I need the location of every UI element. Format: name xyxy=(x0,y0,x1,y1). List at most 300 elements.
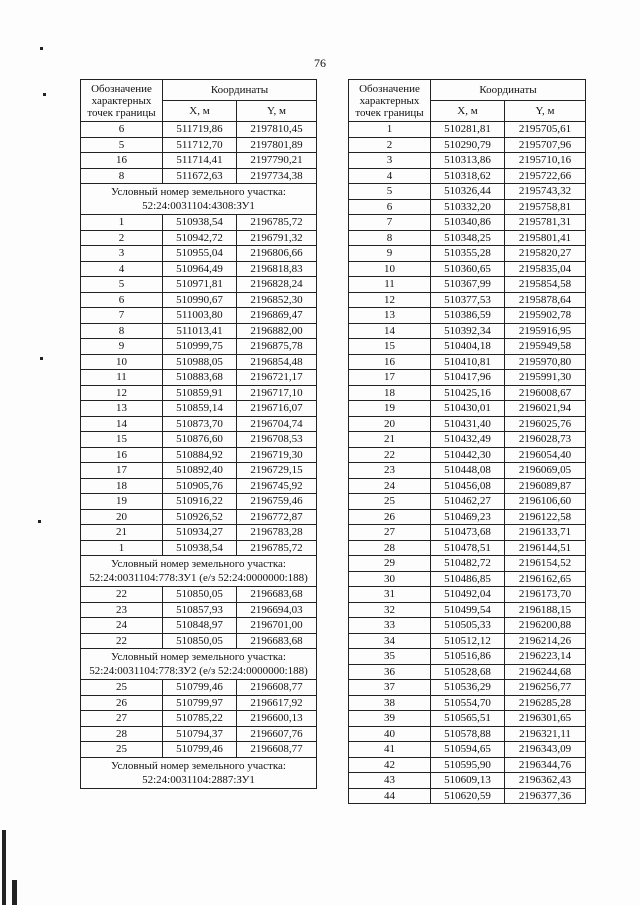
y-coordinate-cell: 2195902,78 xyxy=(505,308,586,324)
point-id-cell: 24 xyxy=(81,618,163,634)
x-coordinate-cell: 510799,46 xyxy=(163,742,237,758)
x-coordinate-cell: 510942,72 xyxy=(163,230,237,246)
coordinate-row xyxy=(81,215,317,231)
x-coordinate-cell: 510431,40 xyxy=(431,416,505,432)
y-coordinate-cell: 2196054,40 xyxy=(505,447,586,463)
y-coordinate-cell: 2196188,15 xyxy=(505,602,586,618)
coordinate-row xyxy=(81,742,317,758)
y-coordinate-cell: 2196617,92 xyxy=(237,695,317,711)
y-coordinate-cell: 2196223,14 xyxy=(505,649,586,665)
x-coordinate-cell: 510850,05 xyxy=(163,587,237,603)
coordinate-row xyxy=(81,525,317,541)
scan-mark xyxy=(40,47,43,50)
point-id-cell: 35 xyxy=(349,649,431,665)
parcel-number-label: Условный номер земельного участка: 52:24:0031104:2887:ЗУ1 xyxy=(81,757,317,788)
y-coordinate-cell: 2196717,10 xyxy=(237,385,317,401)
point-id-cell: 24 xyxy=(349,478,431,494)
point-id-cell: 7 xyxy=(81,308,163,324)
coordinate-row xyxy=(81,447,317,463)
x-coordinate-cell: 511003,80 xyxy=(163,308,237,324)
x-coordinate-cell: 510857,93 xyxy=(163,602,237,618)
point-id-cell: 11 xyxy=(81,370,163,386)
coordinate-row xyxy=(349,432,586,448)
point-id-cell: 30 xyxy=(349,571,431,587)
point-id-cell: 36 xyxy=(349,664,431,680)
x-coordinate-cell: 510620,59 xyxy=(431,788,505,804)
coordinate-row xyxy=(349,540,586,556)
y-coordinate-cell: 2195801,41 xyxy=(505,230,586,246)
point-id-cell: 12 xyxy=(81,385,163,401)
coordinate-row xyxy=(81,509,317,525)
coordinate-row xyxy=(81,401,317,417)
x-coordinate-cell: 510290,79 xyxy=(431,137,505,153)
point-id-cell: 21 xyxy=(349,432,431,448)
y-coordinate-cell: 2196745,92 xyxy=(237,478,317,494)
point-id-cell: 25 xyxy=(81,742,163,758)
coordinate-row xyxy=(349,757,586,773)
y-coordinate-cell: 2196377,36 xyxy=(505,788,586,804)
point-id-cell: 19 xyxy=(81,494,163,510)
y-coordinate-cell: 2196772,87 xyxy=(237,509,317,525)
y-coordinate-cell: 2195854,58 xyxy=(505,277,586,293)
coordinate-row xyxy=(349,230,586,246)
y-coordinate-cell: 2196806,66 xyxy=(237,246,317,262)
y-coordinate-cell: 2196721,17 xyxy=(237,370,317,386)
x-coordinate-cell: 510425,16 xyxy=(431,385,505,401)
point-id-cell: 25 xyxy=(349,494,431,510)
point-id-cell: 10 xyxy=(81,354,163,370)
parcel-number-label: Условный номер земельного участка: 52:24:0031104:4308:ЗУ1 xyxy=(81,184,317,215)
coordinate-row xyxy=(349,726,586,742)
point-id-cell: 14 xyxy=(349,323,431,339)
point-id-cell: 23 xyxy=(349,463,431,479)
x-coordinate-cell: 510955,04 xyxy=(163,246,237,262)
point-id-cell: 6 xyxy=(81,122,163,138)
coordinate-row xyxy=(349,602,586,618)
x-coordinate-cell: 510318,62 xyxy=(431,168,505,184)
y-coordinate-cell: 2196162,65 xyxy=(505,571,586,587)
coordinate-row xyxy=(349,788,586,804)
point-id-cell: 28 xyxy=(349,540,431,556)
coordinate-row xyxy=(349,571,586,587)
parcel-section-row xyxy=(81,184,317,215)
coordinate-row xyxy=(349,292,586,308)
coordinate-row xyxy=(81,292,317,308)
point-id-cell: 26 xyxy=(81,695,163,711)
coordinate-row xyxy=(349,494,586,510)
y-coordinate-cell: 2196607,76 xyxy=(237,726,317,742)
x-coordinate-cell: 510859,91 xyxy=(163,385,237,401)
coordinate-row xyxy=(81,726,317,742)
x-coordinate-cell: 510516,86 xyxy=(431,649,505,665)
x-coordinate-cell: 510916,22 xyxy=(163,494,237,510)
x-coordinate-cell: 511672,63 xyxy=(163,168,237,184)
x-coordinate-cell: 510486,85 xyxy=(431,571,505,587)
x-coordinate-cell: 510469,23 xyxy=(431,509,505,525)
x-coordinate-cell: 510578,88 xyxy=(431,726,505,742)
y-coordinate-cell: 2195781,31 xyxy=(505,215,586,231)
x-coordinate-cell: 510876,60 xyxy=(163,432,237,448)
x-coordinate-cell: 510594,65 xyxy=(431,742,505,758)
coordinate-row xyxy=(349,354,586,370)
coordinate-row xyxy=(81,463,317,479)
point-id-cell: 25 xyxy=(81,680,163,696)
y-coordinate-cell: 2195991,30 xyxy=(505,370,586,386)
point-id-cell: 16 xyxy=(81,153,163,169)
coordinate-row xyxy=(349,184,586,200)
y-coordinate-cell: 2196608,77 xyxy=(237,742,317,758)
y-coordinate-cell: 2196683,68 xyxy=(237,633,317,649)
point-column-header: Обозначение характерных точек границы xyxy=(81,80,163,122)
coordinate-row xyxy=(349,277,586,293)
y-coordinate-cell: 2197790,21 xyxy=(237,153,317,169)
x-coordinate-cell: 510799,97 xyxy=(163,695,237,711)
x-coordinate-cell: 510281,81 xyxy=(431,122,505,138)
point-id-cell: 1 xyxy=(81,215,163,231)
point-id-cell: 27 xyxy=(81,711,163,727)
x-coordinate-cell: 510367,99 xyxy=(431,277,505,293)
coordinate-row xyxy=(81,153,317,169)
coordinate-row xyxy=(81,122,317,138)
coordinate-row xyxy=(81,618,317,634)
y-coordinate-cell: 2196719,30 xyxy=(237,447,317,463)
coordinate-row xyxy=(81,339,317,355)
x-coordinate-cell: 510392,34 xyxy=(431,323,505,339)
y-coordinate-cell: 2195707,96 xyxy=(505,137,586,153)
point-id-cell: 2 xyxy=(81,230,163,246)
coordinate-row xyxy=(81,246,317,262)
y-column-header: Y, м xyxy=(237,101,317,122)
coordinate-row xyxy=(81,540,317,556)
point-id-cell: 37 xyxy=(349,680,431,696)
coordinate-row xyxy=(349,509,586,525)
coordinate-row xyxy=(349,385,586,401)
y-coordinate-cell: 2196089,87 xyxy=(505,478,586,494)
coordinate-row xyxy=(349,478,586,494)
y-coordinate-cell: 2196683,68 xyxy=(237,587,317,603)
y-coordinate-cell: 2196785,72 xyxy=(237,215,317,231)
point-id-cell: 17 xyxy=(349,370,431,386)
x-coordinate-cell: 510505,33 xyxy=(431,618,505,634)
point-id-cell: 3 xyxy=(81,246,163,262)
coordinate-row xyxy=(349,215,586,231)
coordinate-row xyxy=(349,323,586,339)
point-id-cell: 5 xyxy=(81,277,163,293)
point-id-cell: 39 xyxy=(349,711,431,727)
y-coordinate-cell: 2195743,32 xyxy=(505,184,586,200)
y-coordinate-cell: 2196875,78 xyxy=(237,339,317,355)
x-coordinate-cell: 510884,92 xyxy=(163,447,237,463)
point-id-cell: 23 xyxy=(81,602,163,618)
x-coordinate-cell: 510512,12 xyxy=(431,633,505,649)
point-id-cell: 9 xyxy=(81,339,163,355)
y-coordinate-cell: 2196362,43 xyxy=(505,773,586,789)
point-id-cell: 6 xyxy=(81,292,163,308)
coordinate-row xyxy=(349,122,586,138)
y-coordinate-cell: 2197734,38 xyxy=(237,168,317,184)
coordinate-row xyxy=(81,230,317,246)
point-id-cell: 41 xyxy=(349,742,431,758)
y-coordinate-cell: 2196818,83 xyxy=(237,261,317,277)
point-id-cell: 7 xyxy=(349,215,431,231)
x-coordinate-cell: 510883,68 xyxy=(163,370,237,386)
y-column-header: Y, м xyxy=(505,101,586,122)
y-coordinate-cell: 2196783,28 xyxy=(237,525,317,541)
coordinates-column-header: Координаты xyxy=(431,80,586,101)
y-coordinate-cell: 2195835,04 xyxy=(505,261,586,277)
x-coordinate-cell: 511013,41 xyxy=(163,323,237,339)
x-coordinate-cell: 510410,81 xyxy=(431,354,505,370)
y-coordinate-cell: 2196021,94 xyxy=(505,401,586,417)
coordinate-row xyxy=(81,478,317,494)
point-id-cell: 4 xyxy=(81,261,163,277)
x-coordinate-cell: 510850,05 xyxy=(163,633,237,649)
coordinates-table-right xyxy=(348,79,586,804)
y-coordinate-cell: 2195705,61 xyxy=(505,122,586,138)
right-table-body xyxy=(349,122,586,804)
coordinate-row xyxy=(349,463,586,479)
y-coordinate-cell: 2195949,58 xyxy=(505,339,586,355)
x-coordinate-cell: 510377,53 xyxy=(431,292,505,308)
y-coordinate-cell: 2196321,11 xyxy=(505,726,586,742)
coordinate-row xyxy=(349,664,586,680)
y-coordinate-cell: 2196344,76 xyxy=(505,757,586,773)
coordinates-table-left xyxy=(80,79,317,789)
y-coordinate-cell: 2196256,77 xyxy=(505,680,586,696)
x-coordinate-cell: 510848,97 xyxy=(163,618,237,634)
y-coordinate-cell: 2197810,45 xyxy=(237,122,317,138)
coordinate-row xyxy=(349,168,586,184)
coordinate-row xyxy=(81,680,317,696)
point-id-cell: 14 xyxy=(81,416,163,432)
coordinate-row xyxy=(349,695,586,711)
coordinate-row xyxy=(349,680,586,696)
y-coordinate-cell: 2195820,27 xyxy=(505,246,586,262)
point-id-cell: 32 xyxy=(349,602,431,618)
point-id-cell: 8 xyxy=(349,230,431,246)
point-id-cell: 6 xyxy=(349,199,431,215)
point-id-cell: 12 xyxy=(349,292,431,308)
point-id-cell: 1 xyxy=(349,122,431,138)
parcel-section-row xyxy=(81,757,317,788)
point-id-cell: 33 xyxy=(349,618,431,634)
y-coordinate-cell: 2196716,07 xyxy=(237,401,317,417)
x-coordinate-cell: 510432,49 xyxy=(431,432,505,448)
y-coordinate-cell: 2196701,00 xyxy=(237,618,317,634)
parcel-section-row xyxy=(81,556,317,587)
coordinate-row xyxy=(349,556,586,572)
point-id-cell: 38 xyxy=(349,695,431,711)
x-coordinate-cell: 510794,37 xyxy=(163,726,237,742)
x-coordinate-cell: 510934,27 xyxy=(163,525,237,541)
y-coordinate-cell: 2196854,48 xyxy=(237,354,317,370)
point-id-cell: 19 xyxy=(349,401,431,417)
x-coordinate-cell: 510417,96 xyxy=(431,370,505,386)
point-id-cell: 1 xyxy=(81,540,163,556)
y-coordinate-cell: 2196729,15 xyxy=(237,463,317,479)
x-coordinate-cell: 510442,30 xyxy=(431,447,505,463)
y-coordinate-cell: 2196144,51 xyxy=(505,540,586,556)
coordinate-row xyxy=(349,137,586,153)
y-coordinate-cell: 2196214,26 xyxy=(505,633,586,649)
point-id-cell: 20 xyxy=(349,416,431,432)
x-coordinate-cell: 510448,08 xyxy=(431,463,505,479)
coordinate-row xyxy=(81,587,317,603)
x-coordinate-cell: 510859,14 xyxy=(163,401,237,417)
x-coordinate-cell: 511719,86 xyxy=(163,122,237,138)
point-id-cell: 8 xyxy=(81,168,163,184)
point-id-cell: 13 xyxy=(349,308,431,324)
y-coordinate-cell: 2196759,46 xyxy=(237,494,317,510)
y-coordinate-cell: 2196828,24 xyxy=(237,277,317,293)
point-id-cell: 10 xyxy=(349,261,431,277)
x-coordinate-cell: 510340,86 xyxy=(431,215,505,231)
scan-edge-mark xyxy=(12,880,17,905)
point-id-cell: 4 xyxy=(349,168,431,184)
x-coordinate-cell: 510536,29 xyxy=(431,680,505,696)
parcel-number-label: Условный номер земельного участка: 52:24:0031104:778:ЗУ1 (е/з 52:24:0000000:188) xyxy=(81,556,317,587)
coordinate-row xyxy=(81,385,317,401)
x-coordinate-cell: 510785,22 xyxy=(163,711,237,727)
point-id-cell: 13 xyxy=(81,401,163,417)
coordinates-column-header: Координаты xyxy=(163,80,317,101)
y-coordinate-cell: 2196106,60 xyxy=(505,494,586,510)
point-id-cell: 18 xyxy=(81,478,163,494)
coordinate-row xyxy=(81,261,317,277)
coordinate-row xyxy=(349,773,586,789)
y-coordinate-cell: 2196882,00 xyxy=(237,323,317,339)
coordinate-row xyxy=(349,308,586,324)
x-coordinate-cell: 510892,40 xyxy=(163,463,237,479)
coordinate-row xyxy=(349,587,586,603)
x-coordinate-cell: 510938,54 xyxy=(163,215,237,231)
page-number: 76 xyxy=(314,56,326,70)
coordinate-row xyxy=(81,370,317,386)
coordinate-row xyxy=(349,633,586,649)
point-id-cell: 21 xyxy=(81,525,163,541)
coordinate-row xyxy=(349,261,586,277)
coordinate-row xyxy=(81,168,317,184)
x-coordinate-cell: 510473,68 xyxy=(431,525,505,541)
point-id-cell: 5 xyxy=(349,184,431,200)
x-coordinate-cell: 510595,90 xyxy=(431,757,505,773)
point-id-cell: 15 xyxy=(349,339,431,355)
y-coordinate-cell: 2196200,88 xyxy=(505,618,586,634)
x-coordinate-cell: 510609,13 xyxy=(431,773,505,789)
y-coordinate-cell: 2196285,28 xyxy=(505,695,586,711)
x-coordinate-cell: 510964,49 xyxy=(163,261,237,277)
y-coordinate-cell: 2197801,89 xyxy=(237,137,317,153)
y-coordinate-cell: 2195916,95 xyxy=(505,323,586,339)
y-coordinate-cell: 2196154,52 xyxy=(505,556,586,572)
point-id-cell: 31 xyxy=(349,587,431,603)
point-id-cell: 22 xyxy=(349,447,431,463)
scan-edge-mark xyxy=(2,830,6,905)
x-coordinate-cell: 510482,72 xyxy=(431,556,505,572)
parcel-number-label: Условный номер земельного участка: 52:24:0031104:778:ЗУ2 (е/з 52:24:0000000:188) xyxy=(81,649,317,680)
point-id-cell: 22 xyxy=(81,587,163,603)
coordinate-row xyxy=(349,416,586,432)
y-coordinate-cell: 2195758,81 xyxy=(505,199,586,215)
coordinate-row xyxy=(349,649,586,665)
coordinate-row xyxy=(81,137,317,153)
x-coordinate-cell: 510492,04 xyxy=(431,587,505,603)
coordinate-row xyxy=(81,354,317,370)
coordinate-row xyxy=(349,199,586,215)
point-id-cell: 28 xyxy=(81,726,163,742)
coordinate-row xyxy=(349,618,586,634)
coordinate-row xyxy=(349,711,586,727)
y-coordinate-cell: 2196025,76 xyxy=(505,416,586,432)
point-id-cell: 18 xyxy=(349,385,431,401)
coordinate-row xyxy=(81,602,317,618)
x-coordinate-cell: 510799,46 xyxy=(163,680,237,696)
point-id-cell: 27 xyxy=(349,525,431,541)
point-id-cell: 26 xyxy=(349,509,431,525)
x-coordinate-cell: 510360,65 xyxy=(431,261,505,277)
x-coordinate-cell: 510404,18 xyxy=(431,339,505,355)
left-table-body xyxy=(81,122,317,789)
x-coordinate-cell: 510332,20 xyxy=(431,199,505,215)
x-coordinate-cell: 510355,28 xyxy=(431,246,505,262)
y-coordinate-cell: 2196708,53 xyxy=(237,432,317,448)
coordinate-row xyxy=(81,416,317,432)
x-column-header: X, м xyxy=(163,101,237,122)
x-coordinate-cell: 510528,68 xyxy=(431,664,505,680)
coordinate-row xyxy=(81,695,317,711)
x-coordinate-cell: 510313,86 xyxy=(431,153,505,169)
x-coordinate-cell: 510554,70 xyxy=(431,695,505,711)
y-coordinate-cell: 2196694,03 xyxy=(237,602,317,618)
x-coordinate-cell: 510348,25 xyxy=(431,230,505,246)
y-coordinate-cell: 2196791,32 xyxy=(237,230,317,246)
point-id-cell: 11 xyxy=(349,277,431,293)
point-id-cell: 34 xyxy=(349,633,431,649)
x-coordinate-cell: 510990,67 xyxy=(163,292,237,308)
point-id-cell: 16 xyxy=(81,447,163,463)
coordinate-row xyxy=(349,525,586,541)
coordinate-row xyxy=(349,447,586,463)
y-coordinate-cell: 2196069,05 xyxy=(505,463,586,479)
x-coordinate-cell: 510938,54 xyxy=(163,540,237,556)
x-coordinate-cell: 511714,41 xyxy=(163,153,237,169)
coordinate-row xyxy=(349,742,586,758)
x-coordinate-cell: 510386,59 xyxy=(431,308,505,324)
parcel-section-row xyxy=(81,649,317,680)
coordinate-row xyxy=(81,308,317,324)
y-coordinate-cell: 2196008,67 xyxy=(505,385,586,401)
y-coordinate-cell: 2196301,65 xyxy=(505,711,586,727)
x-coordinate-cell: 510905,76 xyxy=(163,478,237,494)
x-coordinate-cell: 510971,81 xyxy=(163,277,237,293)
y-coordinate-cell: 2195710,16 xyxy=(505,153,586,169)
y-coordinate-cell: 2196122,58 xyxy=(505,509,586,525)
point-id-cell: 42 xyxy=(349,757,431,773)
x-coordinate-cell: 510926,52 xyxy=(163,509,237,525)
y-coordinate-cell: 2196173,70 xyxy=(505,587,586,603)
y-coordinate-cell: 2196133,71 xyxy=(505,525,586,541)
x-coordinate-cell: 510462,27 xyxy=(431,494,505,510)
y-coordinate-cell: 2196869,47 xyxy=(237,308,317,324)
x-coordinate-cell: 510873,70 xyxy=(163,416,237,432)
y-coordinate-cell: 2196608,77 xyxy=(237,680,317,696)
point-id-cell: 3 xyxy=(349,153,431,169)
point-id-cell: 17 xyxy=(81,463,163,479)
coordinate-row xyxy=(81,432,317,448)
x-coordinate-cell: 510565,51 xyxy=(431,711,505,727)
y-coordinate-cell: 2196244,68 xyxy=(505,664,586,680)
coordinate-row xyxy=(349,246,586,262)
